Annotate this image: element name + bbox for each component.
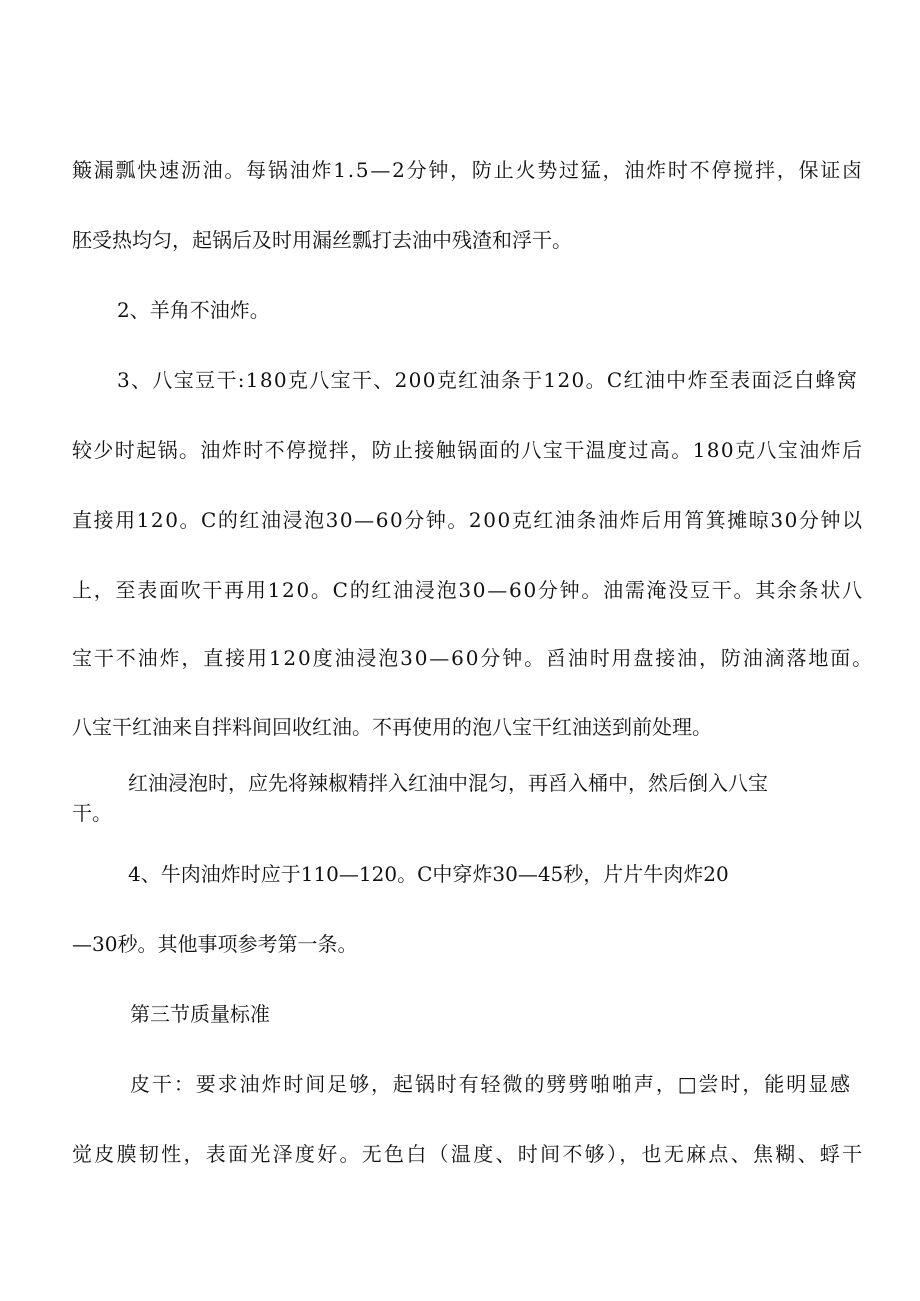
text-line-1: 簸漏瓢快速沥油。每锅油炸1.5—2分钟，防止火势过猛，油炸时不停搅拌，保证卤 (72, 158, 864, 182)
text-line-15: 皮干：要求油炸时间足够，起锅时有轻微的劈劈啪啪声，□尝时，能明显感 (130, 1072, 852, 1096)
text-line-2: 胚受热均匀，起锅后及时用漏丝瓢打去油中残渣和浮干。 (72, 228, 572, 252)
text-line-3: 2、羊角不油炸。 (117, 298, 270, 322)
section-heading: 第三节质量标准 (130, 1002, 270, 1026)
text-line-13: —30秒。其他事项参考第一条。 (72, 932, 358, 956)
text-line-8: 宝干不油炸，直接用120度油浸泡30—60分钟。舀油时用盘接油，防油滴落地面。 (72, 646, 875, 670)
text-line-16: 觉皮膜韧性，表面光泽度好。无色白（温度、时间不够），也无麻点、焦糊、蜉干 (72, 1142, 865, 1166)
text-line-4: 3、八宝豆干:180克八宝干、200克红油条于120。C红油中炸至表面泛白蜂窝 (117, 368, 859, 392)
text-line-9: 八宝干红油来自拌料间回收红油。不再使用的泡八宝干红油送到前处理。 (72, 715, 712, 739)
text-line-7: 上，至表面吹干再用120。C的红油浸泡30—60分钟。油需淹没豆干。其余条状八 (72, 578, 864, 602)
text-line-12: 4、牛肉油炸时应于110—120。C中穿炸30—45秒，片片牛肉炸20 (128, 862, 729, 886)
text-line-6: 直接用120。C的红油浸泡30—60分钟。200克红油条油炸后用筲箕摊晾30分钟以 (72, 508, 864, 532)
text-line-5: 较少时起锅。油炸时不停搅拌，防止接触锅面的八宝干温度过高。180克八宝油炸后 (72, 438, 864, 462)
text-line-11: 干。 (72, 801, 112, 825)
text-line-10: 红油浸泡时，应先将辣椒精拌入红油中混匀，再舀入桶中，然后倒入八宝 (128, 771, 768, 795)
